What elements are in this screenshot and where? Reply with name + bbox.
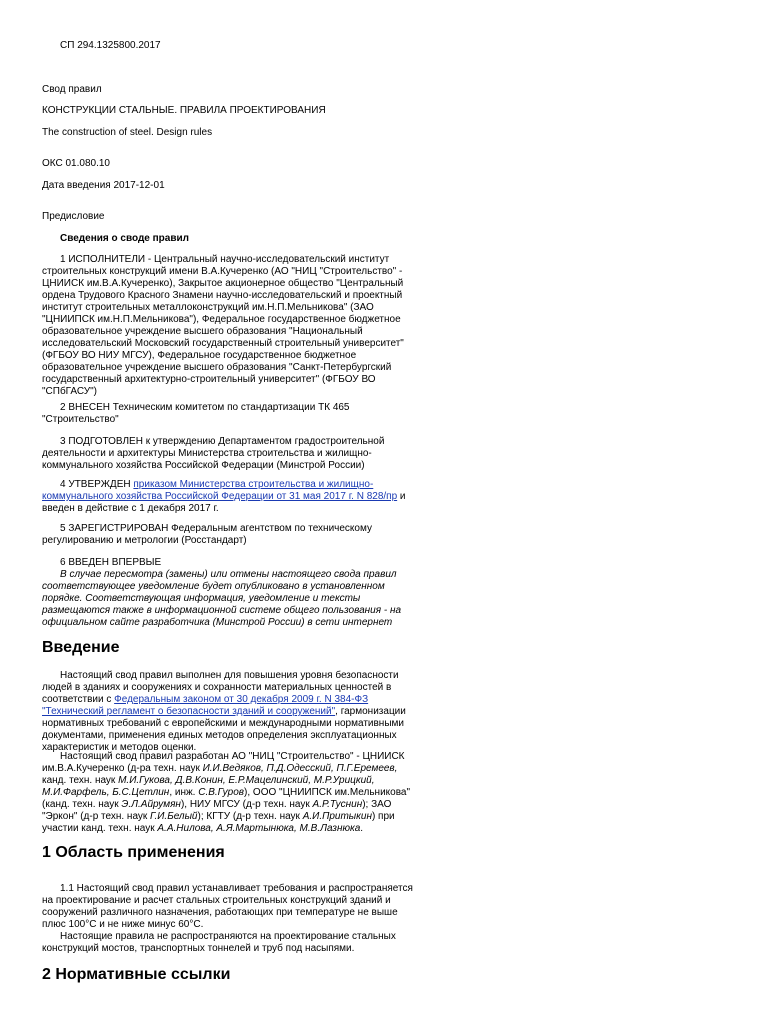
doc-title-en: The construction of steel. Design rules (42, 127, 213, 138)
preface-item-6 (42, 557, 414, 629)
text-line: ордена Трудового Красного Знамени научно-исследовательский и проектный (42, 290, 403, 301)
tech-regulation-link[interactable]: "Технический регламент о безопасности зданий и сооружений" (42, 706, 336, 717)
text-line: образовательное учреждение высшего образования "Санкт-Петербургский (42, 362, 392, 373)
text-line: характеристик и методов оценки. (42, 742, 197, 753)
text-line: регулированию и метрологии (Росстандарт) (42, 535, 247, 546)
text-line: , гармонизации (335, 706, 406, 717)
note-line: В случае пересмотра (замены) или отмены настоящего свода правил (60, 569, 397, 580)
text-line (42, 811, 414, 823)
note-line: официальном сайте разработчика (Минстрой России) в сети интернет (42, 617, 393, 628)
intro-heading: Введение (42, 639, 120, 656)
preface-item-5 (42, 523, 414, 547)
text-line (42, 787, 414, 799)
intro-para-1 (42, 670, 414, 754)
preface-heading: Предисловие (42, 211, 105, 222)
text-run: , инж. (169, 787, 199, 798)
text-line: "СПбГАСУ") (42, 386, 98, 397)
text-line: исследовательский Московский государственный строительный университет" (42, 338, 404, 349)
text-run: участии канд. техн. наук (42, 823, 158, 834)
item6-label: 6 ВВЕДЕН ВПЕРВЫЕ (60, 557, 162, 568)
doc-code: СП 294.1325800.2017 (60, 40, 161, 51)
minstroy-order-link-cont[interactable]: коммунального хозяйства Российской Федерации от 31 мая 2017 г. N 828/пр (42, 491, 398, 502)
text-run: ), ООО "ЦНИИПСК им.Мельникова" (244, 787, 411, 798)
text-line: конструкций мостов, транспортных тоннелей и труб под насыпями. (42, 943, 355, 954)
text-line: 1.1 Настоящий свод правил устанавливает требования и распространяется (60, 883, 413, 894)
preface-item-2 (42, 402, 414, 426)
text-run: "Эркон" (д-р техн. наук (42, 811, 151, 822)
text-line (42, 775, 414, 787)
federal-law-link[interactable]: Федеральным законом от 30 декабря 2009 г. N 384-ФЗ (114, 694, 369, 705)
scope-heading: 1 Область применения (42, 844, 225, 861)
author-names: Г.И.Белый (150, 811, 198, 822)
author-names: А.Р.Туснин (312, 799, 363, 810)
text-run: . (360, 823, 364, 834)
preface-item-4 (42, 479, 414, 515)
text-line: деятельности и архитектуры Министерства строительства и жилищно- (42, 448, 372, 459)
author-names: И.И.Ведяков, П.Д.Одесский, П.Г.Еремеев, (202, 763, 398, 774)
text-line: 2 ВНЕСЕН Техническим комитетом по стандартизации ТК 465 (60, 402, 350, 413)
doc-type: Свод правил (42, 84, 102, 95)
text-line: плюс 100°С и не ниже минус 60°С. (42, 919, 204, 930)
text-line (42, 799, 414, 811)
text-line: введен в действие с 1 декабря 2017 г. (42, 503, 219, 514)
text-line (42, 751, 414, 763)
preface-subheading: Сведения о своде правил (60, 233, 189, 244)
text-line: Настоящие правила не распространяются на проектирование стальных (60, 931, 396, 942)
author-names: С.В.Гуров (198, 787, 245, 798)
text-line: Настоящий свод правил выполнен для повышения уровня безопасности (60, 670, 399, 681)
item4-prefix: 4 УТВЕРЖДЕН (60, 479, 131, 490)
oks-code: ОКС 01.080.10 (42, 158, 110, 169)
text-line: образовательное учреждение высшего образования "Национальный (42, 326, 363, 337)
text-line: строительных конструкций имени В.А.Кучеренко (АО "НИЦ "Строительство" - (42, 266, 403, 277)
author-names: М.И.Фарфель, Б.С.Цетлин (42, 787, 170, 798)
author-names: А.А.Нилова, А.Я.Мартынюка, М.В.Лазнюка (157, 823, 361, 834)
text-line: ЦНИИСК им.В.А.Кучеренко), Закрытое акционерное общество "Центральный (42, 278, 404, 289)
text-line: институт строительных металлоконструкций им.Н.П.Мельникова" (ЗАО (42, 302, 374, 313)
preface-item-1 (42, 254, 414, 398)
text-run: (канд. техн. наук (42, 799, 122, 810)
text-line: нормативных требований с европейскими и международными нормативными (42, 718, 404, 729)
effective-date: Дата введения 2017-12-01 (42, 180, 165, 191)
text-line: 3 ПОДГОТОВЛЕН к утверждению Департаментом градостроительной (60, 436, 385, 447)
text-run: ) при (371, 811, 395, 822)
text-run: Настоящий свод правил разработан АО "НИЦ "Строительство" - ЦНИИСК (60, 751, 405, 762)
text-line (42, 823, 414, 835)
text-run: им.В.А.Кучеренко (д-ра техн. наук (42, 763, 203, 774)
item4-suffix: и (399, 491, 406, 502)
author-names: М.И.Гукова, Д.В.Конин, Е.Р.Мацелинский, М.Р.Урицкий, (118, 775, 375, 786)
text-run: ), НИУ МГСУ (д-р техн. наук (180, 799, 313, 810)
scope-para-2 (42, 931, 414, 955)
text-line: 1 ИСПОЛНИТЕЛИ - Центральный научно-исследовательский институт (60, 254, 390, 265)
note-line: размещаются также в информационной системе общего пользования - на (42, 605, 402, 616)
text-line: "Строительство" (42, 414, 119, 425)
text-line (42, 763, 414, 775)
text-run: ); ЗАО (362, 799, 392, 810)
text-line: документами, применения единых методов определения эксплуатационных (42, 730, 397, 741)
scope-para-1 (42, 883, 414, 931)
doc-title-ru: КОНСТРУКЦИИ СТАЛЬНЫЕ. ПРАВИЛА ПРОЕКТИРОВАНИЯ (42, 105, 326, 116)
text-line: "ЦНИИПСК им.Н.П.Мельникова"), Федеральное государственное бюджетное (42, 314, 401, 325)
text-line: (ФГБОУ ВО НИУ МГСУ), Федеральное государственное бюджетное (42, 350, 357, 361)
minstroy-order-link[interactable]: приказом Министерства строительства и жилищно- (133, 479, 374, 490)
note-line: порядке. Соответствующая информация, уведомление и тексты (42, 593, 361, 604)
preface-item-3 (42, 436, 414, 472)
author-names: А.И.Притыкин (302, 811, 372, 822)
text-line: 5 ЗАРЕГИСТРИРОВАН Федеральным агентством по техническому (60, 523, 372, 534)
text-line: государственный архитектурно-строительный университет" (ФГБОУ ВО (42, 374, 376, 385)
text-line: людей в зданиях и сооружениях и сохранности материальных ценностей в (42, 682, 392, 693)
refs-heading: 2 Нормативные ссылки (42, 966, 231, 983)
text-line: коммунального хозяйства Российской Федерации (Минстрой России) (42, 460, 365, 471)
text-run: канд. техн. наук (42, 775, 119, 786)
text-line: соответствии с (42, 694, 112, 705)
text-line: на проектирование и расчет стальных строительных конструкций зданий и (42, 895, 391, 906)
author-names: Э.Л.Айрумян (121, 799, 181, 810)
intro-para-2 (42, 751, 414, 835)
text-run: ); КГТУ (д-р техн. наук (197, 811, 303, 822)
text-line: сооружений различного назначения, работающих при температуре не выше (42, 907, 398, 918)
note-line: соответствующее уведомление будет опубликовано в установленном (42, 581, 385, 592)
